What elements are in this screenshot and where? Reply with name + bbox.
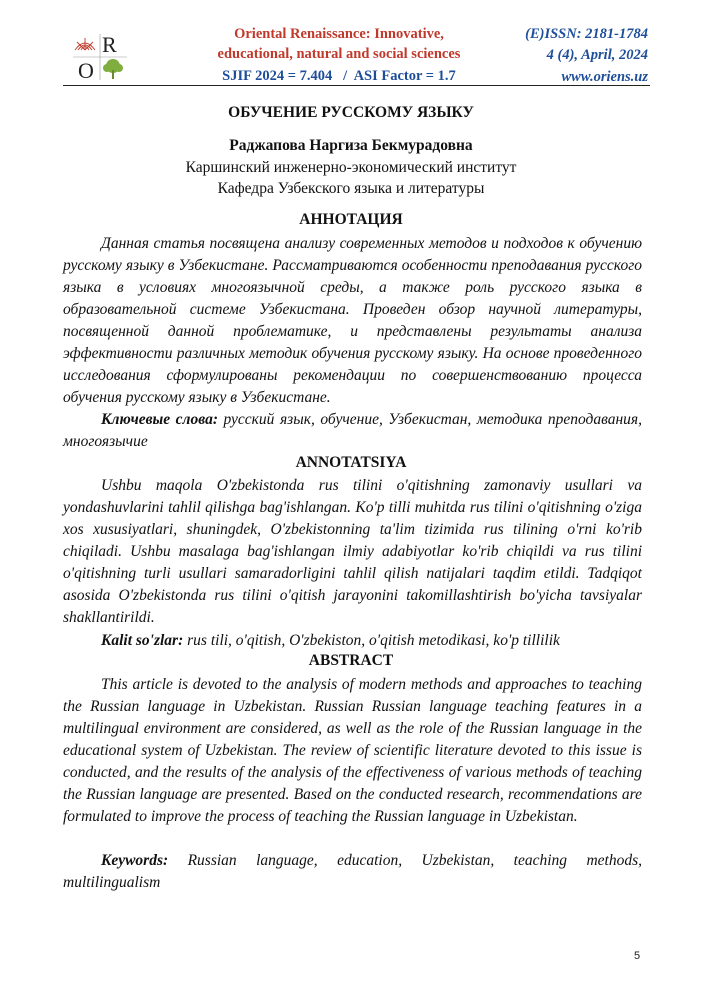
journal-name-line2: educational, natural and social sciences (217, 46, 461, 62)
keywords-ru-list: русский язык, обучение, Узбекистан, методика преподавания, многоязычие (63, 411, 642, 450)
header-divider (63, 85, 650, 86)
journal-index: SJIF 2024 = 7.404 / ASI Factor = 1.7 (222, 68, 456, 84)
abstract-en-text: This article is devoted to the analysis of modern methods and approaches to teaching the Russian language in Uzbekistan. Russian Russian language teaching features in a multilingual environment are considered, as well as the role of the Russian language in the educational system of Uzbekistan. The review of scientific literature devoted to this issue is conducted, and the results of the analysis of the effectiveness of various methods of teaching the Russian language are presented. Based on the conducted research, recommendations are formulated to improve the process of teaching the Russian language in Uzbekistan. (63, 676, 642, 825)
section-heading-annotation-uz: ANNOTATSIYA (295, 454, 407, 471)
journal-meta (478, 24, 648, 88)
keywords-en-list: Russian language, education, Uzbekistan, teaching methods, multilingualism (63, 852, 642, 891)
svg-text:O: O (78, 58, 94, 82)
author-name: Раджапова Наргиза Бекмурадовна (229, 137, 473, 154)
page-number: 5 (634, 950, 641, 962)
svg-text:R: R (102, 32, 117, 57)
keywords-uz (63, 630, 642, 652)
issue: 4 (4), April, 2024 (546, 46, 648, 63)
keywords-en (63, 850, 642, 894)
affiliation-institute: Каршинский инженерно-экономический институт (185, 159, 517, 176)
issn: (E)ISSN: 2181-1784 (525, 26, 648, 42)
keywords-uz-label: Kalit so'zlar: (101, 632, 184, 649)
keywords-en-label: Keywords: (101, 852, 169, 869)
affiliation-department: Кафедра Узбекского языка и литературы (217, 180, 485, 197)
keywords-ru (63, 409, 642, 453)
section-heading-annotation-ru: АННОТАЦИЯ (299, 211, 403, 228)
annotation-ru-text: Данная статья посвящена анализу современных методов и подходов к обучению русскому языку в Узбекистане. Рассматриваются особенности преподавания русского языка в условиях многоязычной среды, а также роль русского языка в образовательной системе Узбекистана. Проведен обзор научной литературы, посвященной данной проблематике, и представлены результаты анализа эффективности различных методик обучения русскому языку. На основе проведенного исследования сформулированы рекомендации по совершенствованию процесса обучения русскому языку в Узбекистане. (63, 235, 642, 406)
journal-logo-icon (69, 30, 131, 82)
keywords-ru-label: Ключевые слова: (101, 411, 218, 428)
article-title: ОБУЧЕНИЕ РУССКОМУ ЯЗЫКУ (228, 104, 474, 121)
keywords-uz-list: rus tili, o'qitish, O'zbekiston, o'qitish metodikasi, ko'p tillilik (183, 632, 560, 649)
journal-name-line1: Oriental Renaissance: Innovative, (234, 26, 444, 42)
annotation-uz-text: Ushbu maqola O'zbekistonda rus tilini o'qitishning zamonaviy usullari va yondashuvlarini tahlil qilishga bag'ishlangan. Ko'p tilli muhitda rus tilini o'qitishning o'ziga xos xususiyatlari, shuningdek, O'zbekistonning ta'lim tizimida rus tilining o'rni ko'rib chiqiladi. Ushbu masalaga bag'ishlangan ilmiy adabiyotlar ko'rib chiqildi va rus tilini o'qitishning turli usullari samaradorligini tahlil qilish natijalari taqdim etildi. Tadqiqot asosida O'zbekistonda rus tilini o'qitish jarayonini takomillashtirish bo'yicha tavsiyalar shakllantirildi. (63, 477, 642, 626)
section-heading-abstract-en: ABSTRACT (308, 652, 394, 669)
journal-name (199, 24, 479, 86)
page-header (63, 24, 650, 86)
website-link[interactable]: www.oriens.uz (561, 69, 648, 85)
